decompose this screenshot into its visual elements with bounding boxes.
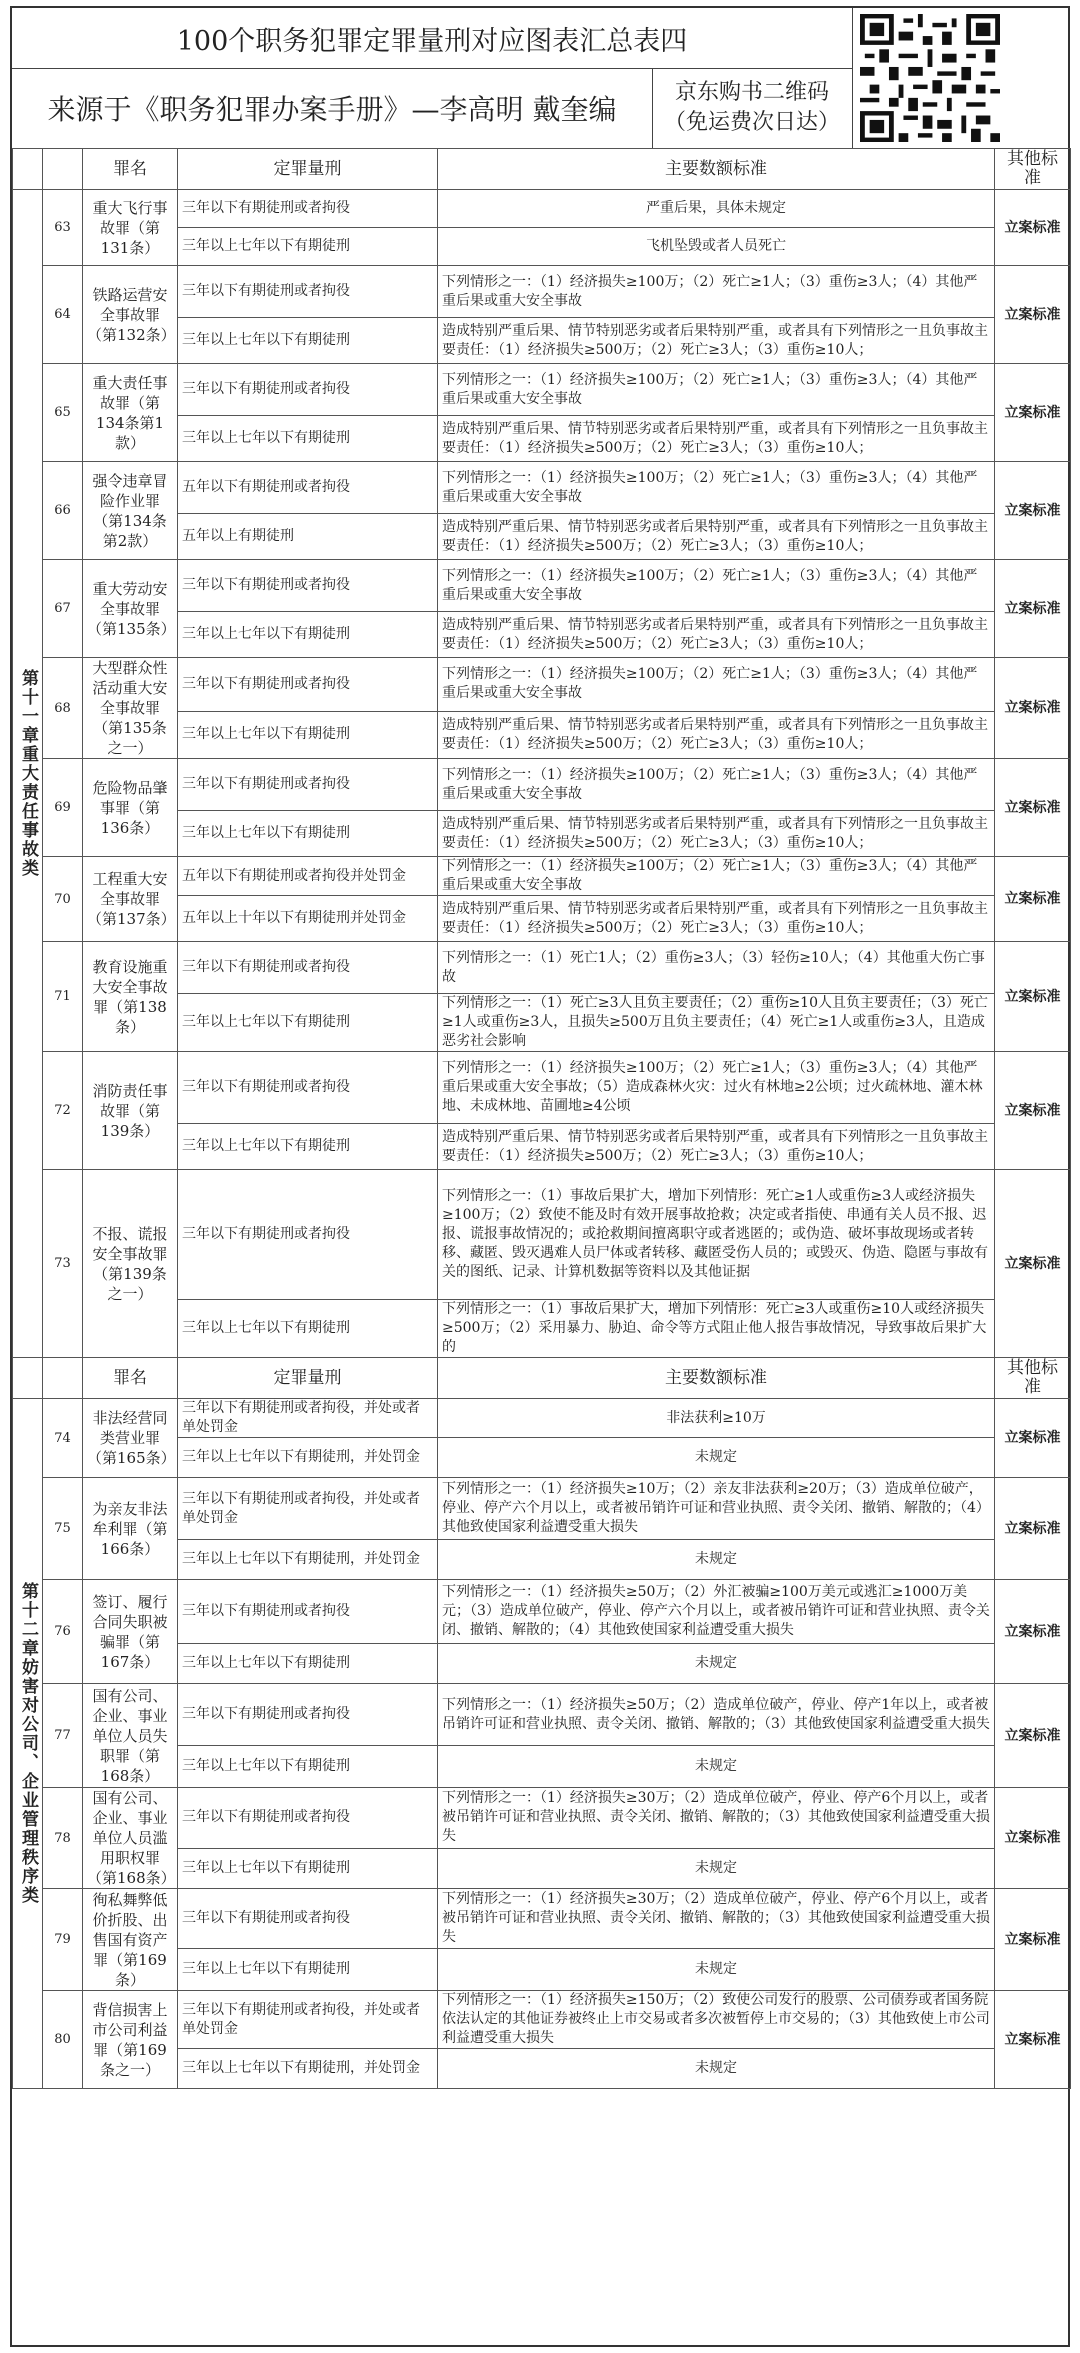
penalty-tier-2: 三年以上七年以下有期徒刑，并处罚金: [178, 1540, 438, 1580]
crime-name: 国有公司、企业、事业单位人员失职罪（第168条）: [83, 1684, 178, 1788]
penalty-tier-2: 三年以上七年以下有期徒刑: [178, 1300, 438, 1358]
table-row: [13, 857, 1071, 896]
header-row: [13, 149, 1071, 190]
table-row: [13, 1170, 1071, 1300]
row-number: 76: [43, 1580, 83, 1684]
filing-standard-link[interactable]: 立案标准: [995, 560, 1071, 658]
crime-name: 背信损害上市公司利益罪（第169条之一）: [83, 1991, 178, 2089]
header-blank-no: [43, 1358, 83, 1399]
crime-name: 不报、谎报安全事故罪（第139条之一）: [83, 1170, 178, 1358]
amount-standard-1: 下列情形之一：（1）经济损失≥100万；（2）死亡≥1人；（3）重伤≥3人；（4）其他严重后果或重大安全事故: [438, 462, 995, 514]
penalty-tier-2: 三年以上七年以下有期徒刑: [178, 1124, 438, 1170]
row-number: 67: [43, 560, 83, 658]
amount-standard-2: 未规定: [438, 1540, 995, 1580]
penalty-tier-1: 三年以下有期徒刑或者拘役: [178, 266, 438, 318]
penalty-tier-2: 三年以上七年以下有期徒刑，并处罚金: [178, 2049, 438, 2089]
row-number: 80: [43, 1991, 83, 2089]
amount-standard-2: 造成特别严重后果、情节特别恶劣或者后果特别严重，或者具有下列情形之一且负事故主要责任：（1）经济损失≥500万；（2）死亡≥3人；（3）重伤≥10人；: [438, 896, 995, 942]
penalty-tier-2: 三年以上七年以下有期徒刑: [178, 1848, 438, 1888]
amount-standard-1: 下列情形之一：（1）经济损失≥50万；（2）造成单位破产，停业、停产1年以上，或者被吊销许可证和营业执照、责令关闭、撤销、解散的；（3）其他致使国家利益遭受重大损失: [438, 1684, 995, 1746]
filing-standard-link[interactable]: 立案标准: [995, 266, 1071, 364]
penalty-tier-2: 三年以上七年以下有期徒刑: [178, 994, 438, 1052]
table-row: [13, 1684, 1071, 1746]
amount-standard-1: 下列情形之一：（1）事故后果扩大，增加下列情形：死亡≥1人或重伤≥3人或经济损失≥100万；（2）致使不能及时有效开展事故抢救；决定或者指使、串通有关人员不报、迟报、谎报事故情况的；或抢救期间擅离职守或者逃匿的；或伪造、破坏事故现场或者转移、藏匿、毁灭遇难人员尸体或者转移、藏匿受伤人员的；或毁灭、伪造、隐匿与事故有关的图纸、记录、计算机数据等资料以及其他证据: [438, 1170, 995, 1300]
row-number: 72: [43, 1052, 83, 1170]
amount-standard-1: 下列情形之一：（1）经济损失≥30万；（2）造成单位破产，停业、停产6个月以上，或者被吊销许可证和营业执照、责令关闭、撤销、解散的；（3）其他致使国家利益遭受重大损失: [438, 1889, 995, 1949]
filing-standard-link[interactable]: 立案标准: [995, 1399, 1071, 1478]
penalty-tier-1: 三年以下有期徒刑或者拘役: [178, 1889, 438, 1949]
penalty-tier-2: 三年以上七年以下有期徒刑: [178, 416, 438, 462]
penalty-tier-2: 五年以上有期徒刑: [178, 514, 438, 560]
amount-standard-2: 未规定: [438, 1949, 995, 1991]
header-crime: 罪名: [83, 1358, 178, 1399]
row-number: 73: [43, 1170, 83, 1358]
table-row: [13, 759, 1071, 811]
amount-standard-1: 下列情形之一：（1）经济损失≥150万；（2）致使公司发行的股票、公司债券或者国务院依法认定的其他证券被终止上市交易或者多次被暂停上市交易的；（3）其他致使上市公司利益遭受重大损失: [438, 1991, 995, 2049]
filing-standard-link[interactable]: 立案标准: [995, 462, 1071, 560]
filing-standard-link[interactable]: 立案标准: [995, 190, 1071, 266]
amount-standard-1: 下列情形之一：（1）经济损失≥30万；（2）造成单位破产，停业、停产6个月以上，或者被吊销许可证和营业执照、责令关闭、撤销、解散的；（3）其他致使国家利益遭受重大损失: [438, 1788, 995, 1849]
crime-table: [12, 148, 1071, 2089]
filing-standard-link[interactable]: 立案标准: [995, 857, 1071, 942]
crime-name: 重大劳动安全事故罪（第135条）: [83, 560, 178, 658]
table-row: [13, 942, 1071, 994]
amount-standard-2: 造成特别严重后果、情节特别恶劣或者后果特别严重，或者具有下列情形之一且负事故主要责任：（1）经济损失≥500万；（2）死亡≥3人；（3）重伤≥10人；: [438, 416, 995, 462]
amount-standard-1: 下列情形之一：（1）经济损失≥100万；（2）死亡≥1人；（3）重伤≥3人；（4）其他严重后果或重大安全事故: [438, 759, 995, 811]
penalty-tier-1: 三年以下有期徒刑或者拘役: [178, 1052, 438, 1124]
table-row: [13, 266, 1071, 318]
amount-standard-1: 下列情形之一：（1）经济损失≥100万；（2）死亡≥1人；（3）重伤≥3人；（4）其他严重后果或重大安全事故；（5）造成森林火灾：过火有林地≥2公顷；过火疏林地、灌木林地、未成林地、苗圃地≥4公顷: [438, 1052, 995, 1124]
chapter-label: 第十一章重大责任事故类: [13, 190, 43, 1358]
amount-standard-1: 下列情形之一：（1）经济损失≥100万；（2）死亡≥1人；（3）重伤≥3人；（4）其他严重后果或重大安全事故: [438, 857, 995, 896]
filing-standard-link[interactable]: 立案标准: [995, 1889, 1071, 1991]
table-row: [13, 1399, 1071, 1438]
amount-standard-1: 下列情形之一：（1）经济损失≥50万；（2）外汇被骗≥100万美元或逃汇≥1000万美元；（3）造成单位破产，停业、停产六个月以上，或者被吊销许可证和营业执照、责令关闭、撤销、解散的；（4）其他致使国家利益遭受重大损失: [438, 1580, 995, 1644]
row-number: 68: [43, 658, 83, 759]
row-number: 78: [43, 1788, 83, 1889]
crime-name: 非法经营同类营业罪（第165条）: [83, 1399, 178, 1478]
penalty-tier-2: 三年以上七年以下有期徒刑: [178, 228, 438, 266]
amount-standard-1: 下列情形之一：（1）经济损失≥100万；（2）死亡≥1人；（3）重伤≥3人；（4）其他严重后果或重大安全事故: [438, 658, 995, 712]
filing-standard-link[interactable]: 立案标准: [995, 658, 1071, 759]
amount-standard-2: 未规定: [438, 1848, 995, 1888]
crime-name: 大型群众性活动重大安全事故罪（第135条之一）: [83, 658, 178, 759]
amount-standard-1: 下列情形之一：（1）死亡1人；（2）重伤≥3人；（3）轻伤≥10人；（4）其他重大伤亡事故: [438, 942, 995, 994]
amount-standard-2: 未规定: [438, 2049, 995, 2089]
penalty-tier-1: 三年以下有期徒刑或者拘役: [178, 1580, 438, 1644]
amount-standard-2: 未规定: [438, 1644, 995, 1684]
header-blank: [13, 149, 43, 190]
amount-standard-2: 造成特别严重后果、情节特别恶劣或者后果特别严重，或者具有下列情形之一且负事故主要责任：（1）经济损失≥500万；（2）死亡≥3人；（3）重伤≥10人；: [438, 1124, 995, 1170]
header-other: 其他标准: [995, 1358, 1071, 1399]
crime-name: 危险物品肇事罪（第136条）: [83, 759, 178, 857]
header-amount: 主要数额标准: [438, 149, 995, 190]
qr-caption-line2: （免运费次日达）: [663, 110, 840, 135]
row-number: 74: [43, 1399, 83, 1478]
amount-standard-1: 下列情形之一：（1）经济损失≥10万；（2）亲友非法获利≥20万；（3）造成单位破产，停业、停产六个月以上，或者被吊销许可证和营业执照、责令关闭、撤销、解散的；（4）其他致使国家利益遭受重大损失: [438, 1478, 995, 1540]
penalty-tier-1: 三年以下有期徒刑或者拘役，并处或者单处罚金: [178, 1399, 438, 1438]
crime-name: 国有公司、企业、事业单位人员滥用职权罪（第168条）: [83, 1788, 178, 1889]
summary-sheet: [10, 6, 1070, 2347]
filing-standard-link[interactable]: 立案标准: [995, 1684, 1071, 1788]
source-line: 来源于《职务犯罪办案手册》—李高明 戴奎编: [12, 68, 653, 148]
filing-standard-link[interactable]: 立案标准: [995, 1170, 1071, 1358]
crime-name: 工程重大安全事故罪（第137条）: [83, 857, 178, 942]
header-penalty: 定罪量刑: [178, 149, 438, 190]
amount-standard-1: 严重后果，具体未规定: [438, 190, 995, 228]
crime-name: 签订、履行合同失职被骗罪（第167条）: [83, 1580, 178, 1684]
table-body-chapter-11: [13, 149, 1071, 1358]
page-title: 100个职务犯罪定罪量刑对应图表汇总表四: [12, 8, 853, 69]
penalty-tier-2: 三年以上七年以下有期徒刑: [178, 1644, 438, 1684]
qr-caption: [652, 68, 853, 148]
crime-name: 消防责任事故罪（第139条）: [83, 1052, 178, 1170]
amount-standard-2: 未规定: [438, 1438, 995, 1478]
row-number: 75: [43, 1478, 83, 1580]
table-row: [13, 1052, 1071, 1124]
amount-standard-2: 下列情形之一：（1）事故后果扩大，增加下列情形：死亡≥3人或重伤≥10人或经济损失≥500万；（2）采用暴力、胁迫、命令等方式阻止他人报告事故情况，导致事故后果扩大的: [438, 1300, 995, 1358]
filing-standard-link[interactable]: 立案标准: [995, 1478, 1071, 1580]
penalty-tier-2: 五年以上十年以下有期徒刑并处罚金: [178, 896, 438, 942]
table-row: [13, 560, 1071, 612]
amount-standard-1: 下列情形之一：（1）经济损失≥100万；（2）死亡≥1人；（3）重伤≥3人；（4）其他严重后果或重大安全事故: [438, 266, 995, 318]
penalty-tier-2: 三年以上七年以下有期徒刑: [178, 612, 438, 658]
crime-name: 铁路运营安全事故罪（第132条）: [83, 266, 178, 364]
crime-name: 教育设施重大安全事故罪（第138条）: [83, 942, 178, 1052]
penalty-tier-2: 三年以上七年以下有期徒刑，并处罚金: [178, 1438, 438, 1478]
row-number: 70: [43, 857, 83, 942]
row-number: 65: [43, 364, 83, 462]
table-row: [13, 462, 1071, 514]
table-row: [13, 658, 1071, 712]
penalty-tier-2: 三年以上七年以下有期徒刑: [178, 1949, 438, 1991]
filing-standard-link[interactable]: 立案标准: [995, 942, 1071, 1052]
amount-standard-2: 飞机坠毁或者人员死亡: [438, 228, 995, 266]
penalty-tier-1: 三年以下有期徒刑或者拘役: [178, 560, 438, 612]
penalty-tier-1: 三年以下有期徒刑或者拘役: [178, 759, 438, 811]
table-row: [13, 1889, 1071, 1949]
penalty-tier-1: 三年以下有期徒刑或者拘役，并处或者单处罚金: [178, 1478, 438, 1540]
amount-standard-2: 造成特别严重后果、情节特别恶劣或者后果特别严重，或者具有下列情形之一且负事故主要责任：（1）经济损失≥500万；（2）死亡≥3人；（3）重伤≥10人；: [438, 711, 995, 758]
crime-name: 重大责任事故罪（第134条第1款）: [83, 364, 178, 462]
row-number: 66: [43, 462, 83, 560]
penalty-tier-1: 三年以下有期徒刑或者拘役，并处或者单处罚金: [178, 1991, 438, 2049]
header-blank-no: [43, 149, 83, 190]
table-row: [13, 1478, 1071, 1540]
header-crime: 罪名: [83, 149, 178, 190]
header-amount: 主要数额标准: [438, 1358, 995, 1399]
penalty-tier-2: 三年以上七年以下有期徒刑: [178, 711, 438, 758]
header-row-2: [13, 1358, 1071, 1399]
penalty-tier-2: 三年以上七年以下有期徒刑: [178, 811, 438, 857]
chapter-label: 第十二章妨害对公司、企业管理秩序类: [13, 1399, 43, 2089]
crime-name: 强令违章冒险作业罪（第134条第2款）: [83, 462, 178, 560]
amount-standard-1: 非法获利≥10万: [438, 1399, 995, 1438]
penalty-tier-1: 三年以下有期徒刑或者拘役: [178, 364, 438, 416]
header-penalty: 定罪量刑: [178, 1358, 438, 1399]
table-row: [13, 190, 1071, 228]
row-number: 71: [43, 942, 83, 1052]
amount-standard-2: 造成特别严重后果、情节特别恶劣或者后果特别严重，或者具有下列情形之一且负事故主要责任：（1）经济损失≥500万；（2）死亡≥3人；（3）重伤≥10人；: [438, 318, 995, 364]
table-row: [13, 1788, 1071, 1849]
amount-standard-2: 造成特别严重后果、情节特别恶劣或者后果特别严重，或者具有下列情形之一且负事故主要责任：（1）经济损失≥500万；（2）死亡≥3人；（3）重伤≥10人；: [438, 514, 995, 560]
amount-standard-2: 下列情形之一：（1）死亡≥3人且负主要责任；（2）重伤≥10人且负主要责任；（3）死亡≥1人或重伤≥3人，且损失≥500万且负主要责任；（4）死亡≥1人或重伤≥3人，且造成恶劣社会影响: [438, 994, 995, 1052]
header-other: 其他标准: [995, 149, 1071, 190]
filing-standard-link[interactable]: 立案标准: [995, 364, 1071, 462]
filing-standard-link[interactable]: 立案标准: [995, 759, 1071, 857]
penalty-tier-1: 五年以下有期徒刑或者拘役: [178, 462, 438, 514]
filing-standard-link[interactable]: 立案标准: [995, 1788, 1071, 1889]
amount-standard-2: 未规定: [438, 1746, 995, 1788]
crime-name: 徇私舞弊低价折股、出售国有资产罪（第169条）: [83, 1889, 178, 1991]
row-number: 77: [43, 1684, 83, 1788]
penalty-tier-1: 三年以下有期徒刑或者拘役: [178, 1684, 438, 1746]
penalty-tier-1: 三年以下有期徒刑或者拘役: [178, 1788, 438, 1849]
qr-caption-line1: 京东购书二维码: [674, 80, 829, 105]
amount-standard-2: 造成特别严重后果、情节特别恶劣或者后果特别严重，或者具有下列情形之一且负事故主要责任：（1）经济损失≥500万；（2）死亡≥3人；（3）重伤≥10人；: [438, 811, 995, 857]
filing-standard-link[interactable]: 立案标准: [995, 1052, 1071, 1170]
row-number: 69: [43, 759, 83, 857]
table-body-chapter-12: [13, 1358, 1071, 2089]
header-blank: [13, 1358, 43, 1399]
row-number: 79: [43, 1889, 83, 1991]
table-row: [13, 1991, 1071, 2049]
filing-standard-link[interactable]: 立案标准: [995, 1580, 1071, 1684]
amount-standard-2: 造成特别严重后果、情节特别恶劣或者后果特别严重，或者具有下列情形之一且负事故主要责任：（1）经济损失≥500万；（2）死亡≥3人；（3）重伤≥10人；: [438, 612, 995, 658]
row-number: 63: [43, 190, 83, 266]
penalty-tier-2: 三年以上七年以下有期徒刑: [178, 318, 438, 364]
filing-standard-link[interactable]: 立案标准: [995, 1991, 1071, 2089]
penalty-tier-1: 三年以下有期徒刑或者拘役: [178, 190, 438, 228]
crime-name: 重大飞行事故罪（第131条）: [83, 190, 178, 266]
amount-standard-1: 下列情形之一：（1）经济损失≥100万；（2）死亡≥1人；（3）重伤≥3人；（4）其他严重后果或重大安全事故: [438, 560, 995, 612]
penalty-tier-1: 三年以下有期徒刑或者拘役: [178, 942, 438, 994]
qr-code-icon[interactable]: [860, 14, 1000, 142]
penalty-tier-1: 三年以下有期徒刑或者拘役: [178, 658, 438, 712]
crime-name: 为亲友非法牟利罪（第166条）: [83, 1478, 178, 1580]
penalty-tier-1: 五年以下有期徒刑或者拘役并处罚金: [178, 857, 438, 896]
table-row: [13, 364, 1071, 416]
penalty-tier-2: 三年以上七年以下有期徒刑: [178, 1746, 438, 1788]
amount-standard-1: 下列情形之一：（1）经济损失≥100万；（2）死亡≥1人；（3）重伤≥3人；（4）其他严重后果或重大安全事故: [438, 364, 995, 416]
table-row: [13, 1580, 1071, 1644]
row-number: 64: [43, 266, 83, 364]
penalty-tier-1: 三年以下有期徒刑或者拘役: [178, 1170, 438, 1300]
